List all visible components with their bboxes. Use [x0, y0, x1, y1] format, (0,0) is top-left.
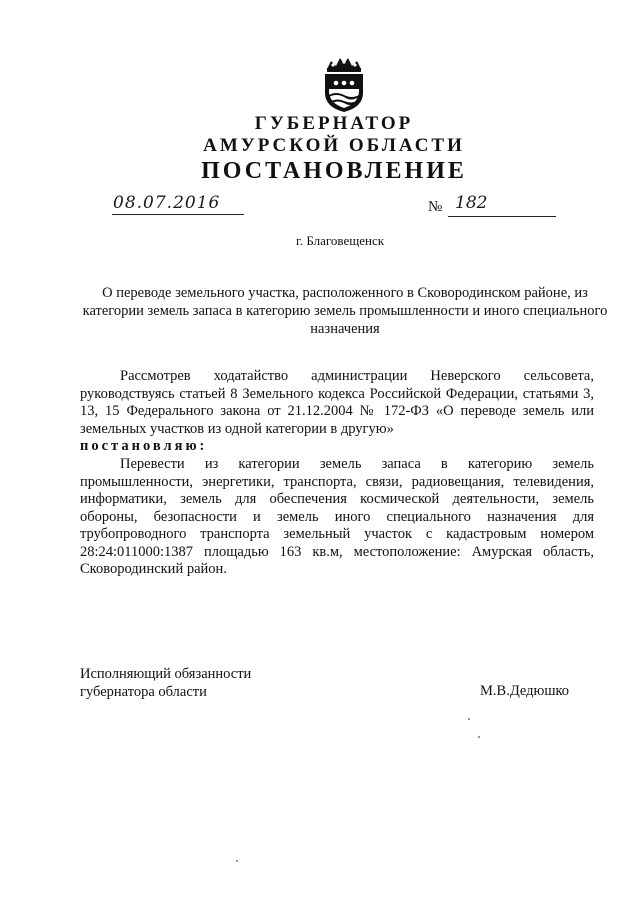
signatory-name: М.В.Дедюшко — [480, 683, 570, 699]
signatory-title-line-1: Исполняющий обязанности — [80, 666, 252, 682]
document-number: 182 — [455, 193, 488, 213]
scan-speck — [236, 860, 238, 862]
signatory-title — [80, 665, 251, 701]
decree-word: постановляю: — [80, 438, 208, 454]
coat-of-arms-icon — [321, 57, 367, 113]
document-type: ПОСТАНОВЛЕНИЕ — [201, 158, 467, 184]
document-date: 08.07.2016 — [113, 193, 221, 213]
body-paragraph-1: Рассмотрев ходатайство администрации Неверского сельсовета, руководствуясь статьей 8 Земельного кодекса Российской Федерации, статьями 3, 13, 15 Федерального закона от 21.12.2004 № 172-ФЗ «О переводе земель или земельных участков из одной категории в другую» — [80, 368, 594, 437]
number-underline — [448, 216, 556, 217]
header-governor: ГУБЕРНАТОР — [254, 113, 414, 134]
document-subject: О переводе земельного участка, расположенного в Сковородинском районе, из категории земель запаса в категорию земель промышленности и иного специального назначения — [82, 285, 608, 337]
scan-speck — [478, 736, 480, 738]
header-region: АМУРСКОЙ ОБЛАСТИ — [203, 135, 465, 156]
date-underline — [112, 214, 244, 215]
city: г. Благовещенск — [295, 233, 385, 248]
signatory-title-line-2: губернатора области — [80, 684, 207, 700]
scan-speck — [468, 718, 470, 720]
body-paragraph-2: Перевести из категории земель запаса в категорию земель промышленности, энергетики, транспорта, связи, радиовещания, телевидения, информатики, земель для обеспечения космической деятельности, земель обороны, безопасности и земель иного специального назначения для трубопроводного транспорта земельный участок с кадастровым номером 28:24:011000:1387 площадью 163 кв.м, местоположение: Амурская область, Сковородинский район. — [80, 456, 594, 577]
number-label: № — [428, 199, 443, 215]
